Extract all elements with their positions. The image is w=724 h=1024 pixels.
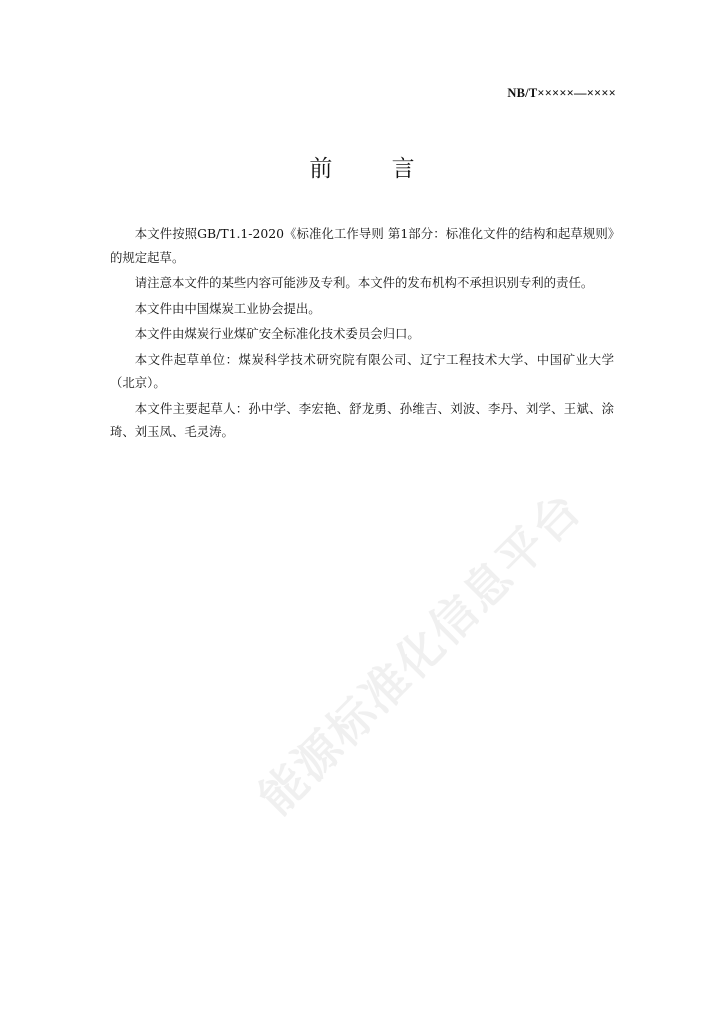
paragraph-patent-notice: 请注意本文件的某些内容可能涉及专利。本文件的发布机构不承担识别专利的责任。 <box>134 275 594 290</box>
paragraph-drafting-rules: 本文件按照GB/T1.1-2020《标准化工作导则 第1部分：标准化文件的结构和起草规则》的规定起草。 <box>110 226 614 265</box>
document-code: NB/T×××××—×××× <box>507 86 616 100</box>
paragraph-drafting-units: 本文件起草单位：煤炭科学技术研究院有限公司、辽宁工程技术大学、中国矿业大学（北京）。 <box>110 351 614 390</box>
paragraph-committee: 本文件由煤炭行业煤矿安全标准化技术委员会归口。 <box>134 326 420 341</box>
page-title: 前 言 <box>309 156 441 182</box>
foreword-body <box>110 222 614 446</box>
paragraph-proposer: 本文件由中国煤炭工业协会提出。 <box>134 300 321 316</box>
paragraph-drafters: 本文件主要起草人：孙中学、李宏艳、舒龙勇、孙维吉、刘波、李丹、刘学、王斌、涂琦、刘玉凤、毛灵涛。 <box>110 400 614 439</box>
watermark: 能源标准化信息平台 <box>248 481 592 825</box>
